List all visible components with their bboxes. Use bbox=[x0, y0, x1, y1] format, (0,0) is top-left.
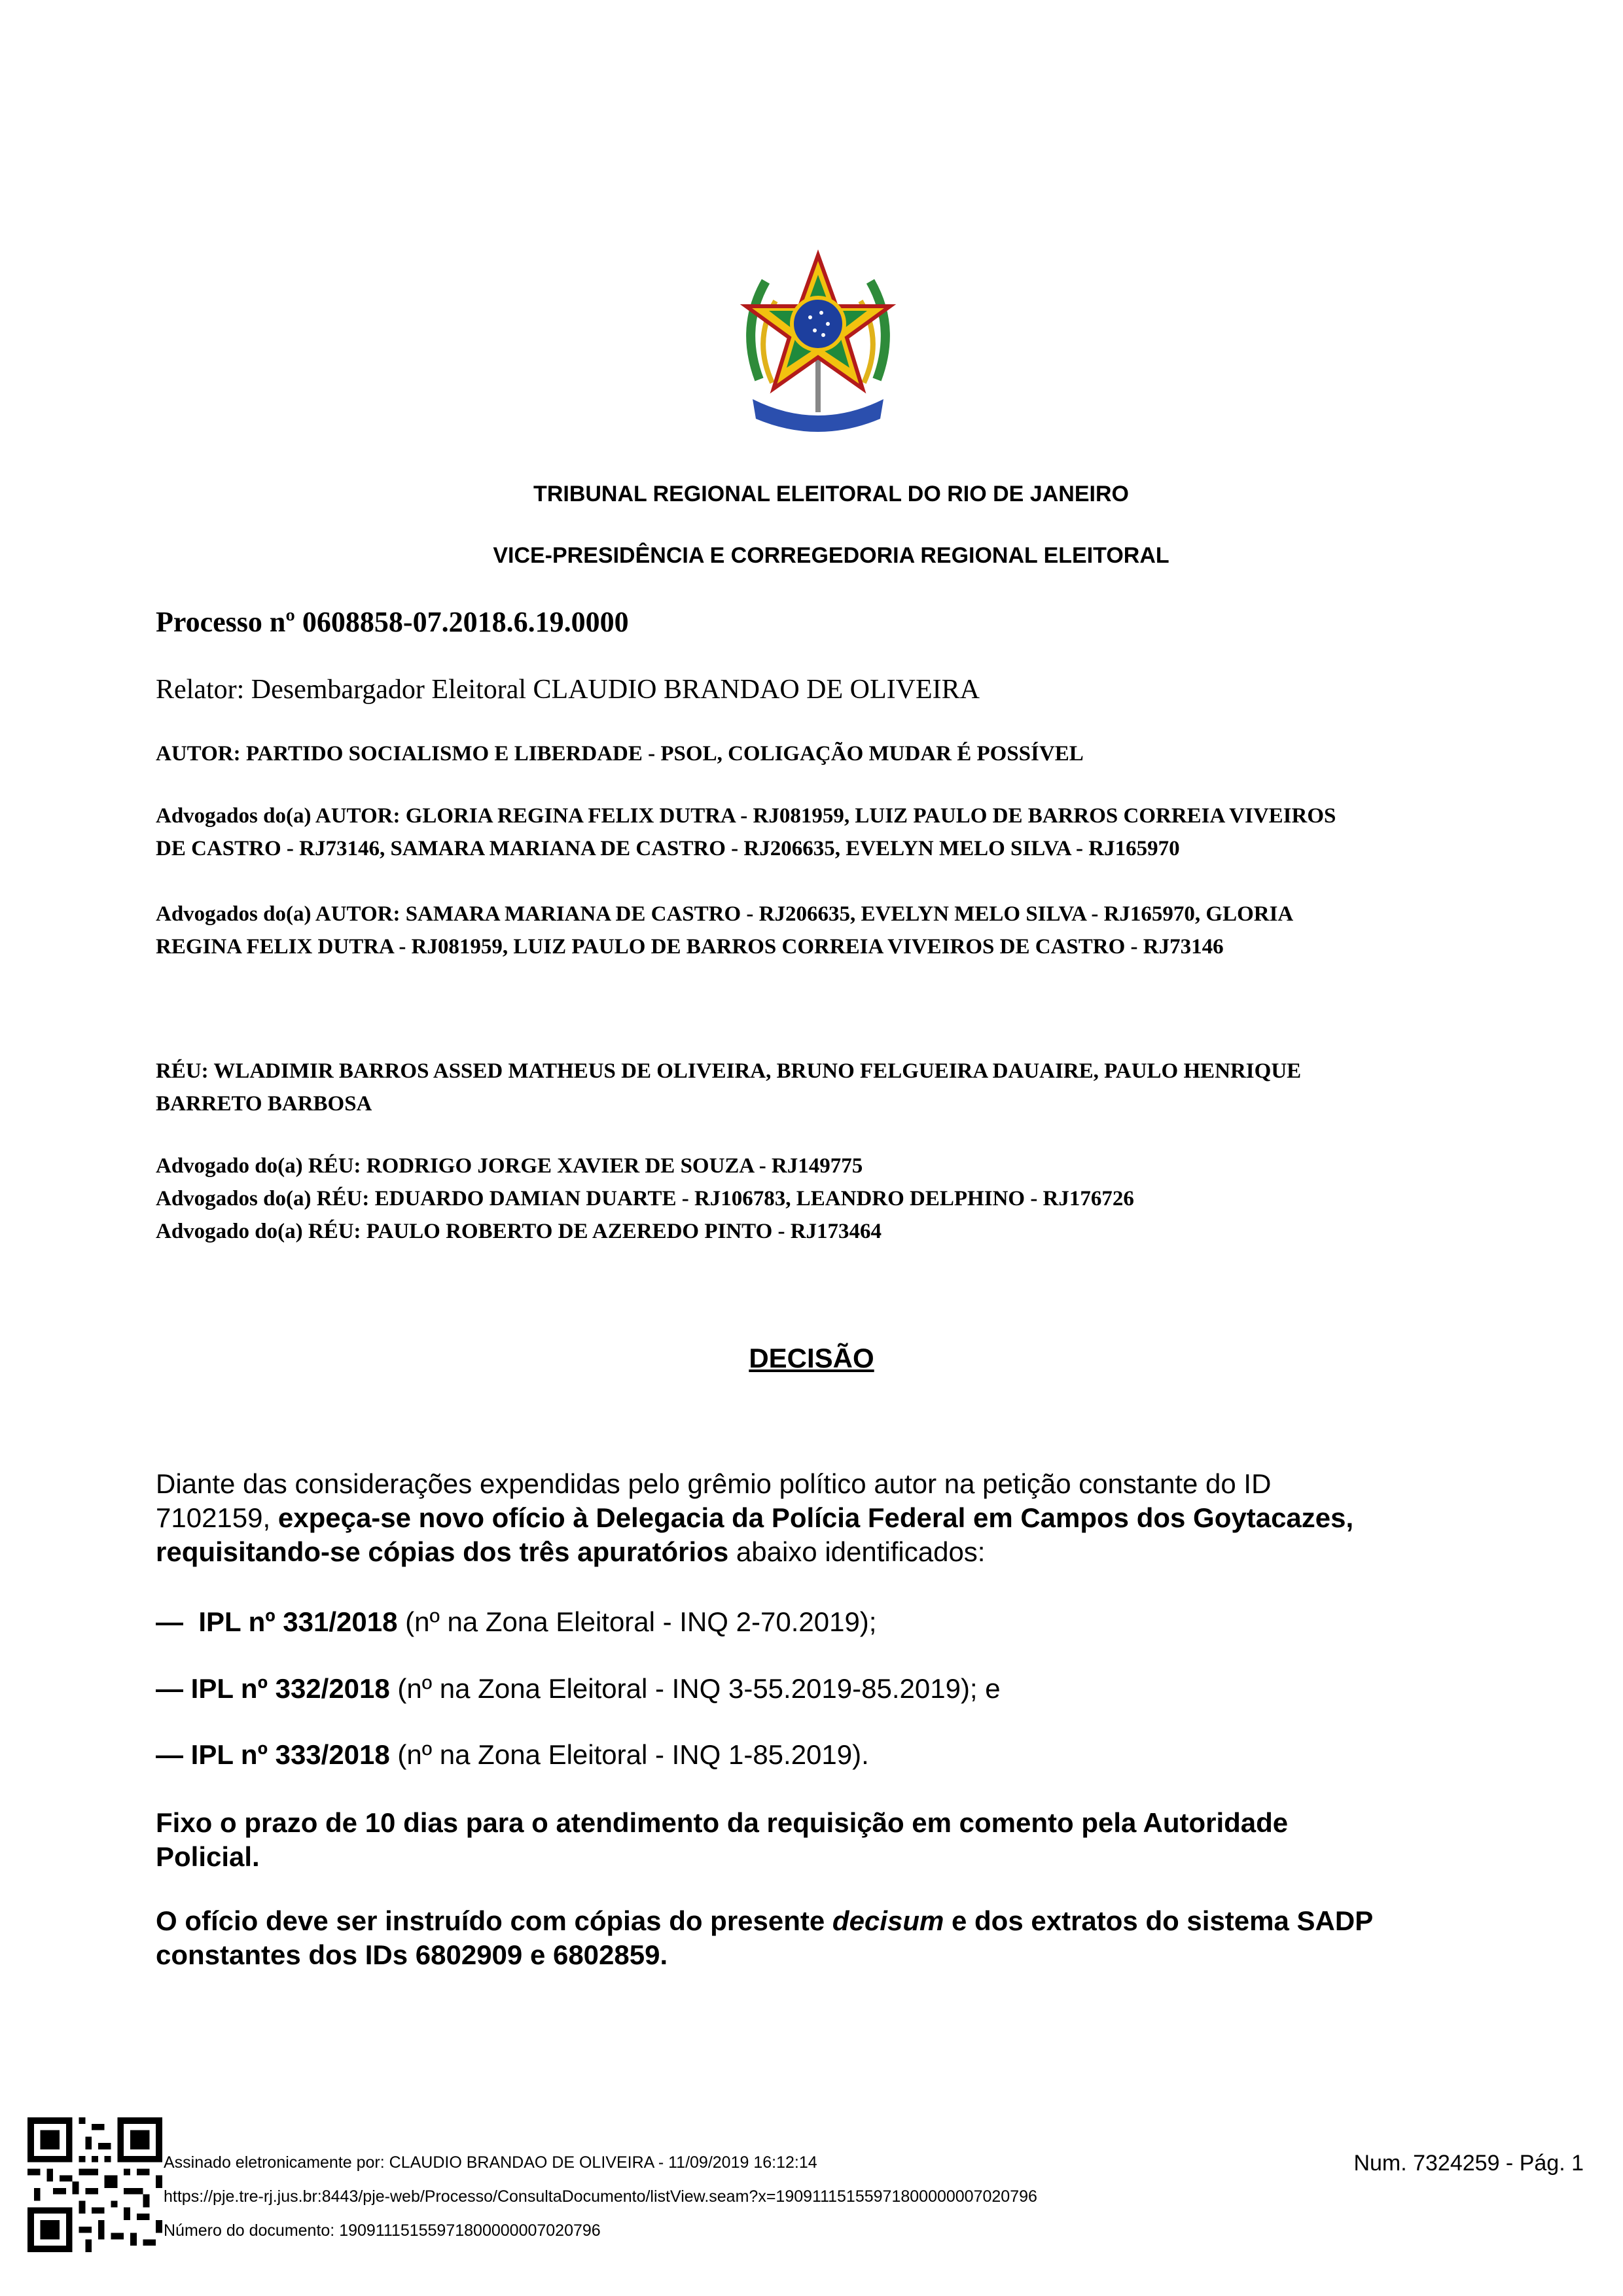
ipl-detail: (nº na Zona Eleitoral - INQ 2-70.2019); bbox=[397, 1606, 877, 1637]
page-reference: Num. 7324259 - Pág. 1 bbox=[1353, 2151, 1584, 2176]
reu: RÉU: WLADIMIR BARROS ASSED MATHEUS DE OLIVEIRA, BRUNO FELGUEIRA DAUAIRE, PAULO HENRIQUE BARRETO BARBOSA bbox=[156, 1059, 1302, 1116]
ipl-dash: — bbox=[156, 1606, 199, 1637]
signature-line: Assinado eletronicamente por: CLAUDIO BRANDAO DE OLIVEIRA - 11/09/2019 16:12:14 bbox=[164, 2153, 817, 2172]
paragraph-text: O ofício deve ser instruído com cópias do presente bbox=[156, 1905, 832, 1936]
relator: Relator: Desembargador Eleitoral CLAUDIO BRANDAO DE OLIVEIRA bbox=[156, 675, 980, 705]
ipl-item bbox=[156, 1739, 869, 1771]
court-name: TRIBUNAL REGIONAL ELEITORAL DO RIO DE JANEIRO bbox=[533, 482, 1129, 506]
court-division: VICE-PRESIDÊNCIA E CORREGEDORIA REGIONAL ELEITORAL bbox=[493, 543, 1169, 568]
decision-title: DECISÃO bbox=[749, 1343, 874, 1373]
deadline-paragraph: Fixo o prazo de 10 dias para o atendimento da requisição em comento pela Autoridade Policial. bbox=[156, 1807, 1289, 1872]
oficio-paragraph bbox=[156, 1904, 1386, 1972]
process-number: Processo nº 0608858-07.2018.6.19.0000 bbox=[156, 606, 629, 638]
paragraph-bold-text: expeça-se novo ofício à Delegacia da Polícia Federal em Campos dos Goytacazes, requisitando-se cópias dos três apuratórios bbox=[156, 1502, 1354, 1567]
ipl-dash: — bbox=[156, 1739, 191, 1770]
paragraph-text: Diante das considerações expendidas pelo grêmio político autor na petição constante do ID 7102159, bbox=[156, 1468, 1272, 1533]
ipl-number: IPL nº 332/2018 bbox=[190, 1673, 390, 1704]
advogados-autor-2: Advogados do(a) AUTOR: SAMARA MARIANA DE CASTRO - RJ206635, EVELYN MELO SILVA - RJ165970, GLORIA REGINA FELIX DUTRA - RJ081959, LUIZ PAULO DE BARROS CORREIA VIVEIROS DE CASTRO - RJ73146 bbox=[156, 902, 1293, 959]
autor: AUTOR: PARTIDO SOCIALISMO E LIBERDADE - PSOL, COLIGAÇÃO MUDAR É POSSÍVEL bbox=[156, 742, 1084, 766]
ipl-detail: (nº na Zona Eleitoral - INQ 3-55.2019-85.2019); e bbox=[389, 1673, 1001, 1704]
ipl-item bbox=[156, 1673, 1001, 1704]
ipl-number: IPL nº 331/2018 bbox=[198, 1606, 398, 1637]
qr-code-icon bbox=[27, 2117, 162, 2252]
ipl-dash: — bbox=[156, 1673, 191, 1704]
advogados-autor-1: Advogados do(a) AUTOR: GLORIA REGINA FELIX DUTRA - RJ081959, LUIZ PAULO DE BARROS CORREIA VIVEIROS DE CASTRO - RJ73146, SAMARA MARIANA DE CASTRO - RJ206635, EVELYN MELO SILVA - RJ165970 bbox=[156, 804, 1336, 860]
advogado-reu-line: Advogado do(a) RÉU: PAULO ROBERTO DE AZEREDO PINTO - RJ173464 bbox=[156, 1220, 882, 1243]
ipl-detail: (nº na Zona Eleitoral - INQ 1-85.2019). bbox=[389, 1739, 869, 1770]
document-url: https://pje.tre-rj.jus.br:8443/pje-web/Processo/ConsultaDocumento/listView.seam?x=19091115155971800000007020796 bbox=[164, 2187, 1037, 2206]
advogado-reu-line: Advogado do(a) RÉU: RODRIGO JORGE XAVIER DE SOUZA - RJ149775 bbox=[156, 1154, 863, 1178]
advogados-reu bbox=[156, 1150, 1353, 1248]
ipl-item bbox=[156, 1606, 876, 1638]
document-number: Número do documento: 19091115155971800000007020796 bbox=[164, 2221, 601, 2240]
decision-paragraph bbox=[156, 1467, 1386, 1569]
paragraph-text: abaixo identificados: bbox=[728, 1536, 986, 1567]
advogado-reu-line: Advogados do(a) RÉU: EDUARDO DAMIAN DUARTE - RJ106783, LEANDRO DELPHINO - RJ176726 bbox=[156, 1187, 1134, 1210]
brazil-coat-of-arms-icon bbox=[740, 249, 897, 432]
paragraph-italic-text: decisum bbox=[832, 1905, 944, 1936]
ipl-number: IPL nº 333/2018 bbox=[190, 1739, 390, 1770]
paragraph-text: e dos extratos do sistema SADP constantes dos IDs 6802909 e 6802859. bbox=[156, 1905, 1373, 1970]
